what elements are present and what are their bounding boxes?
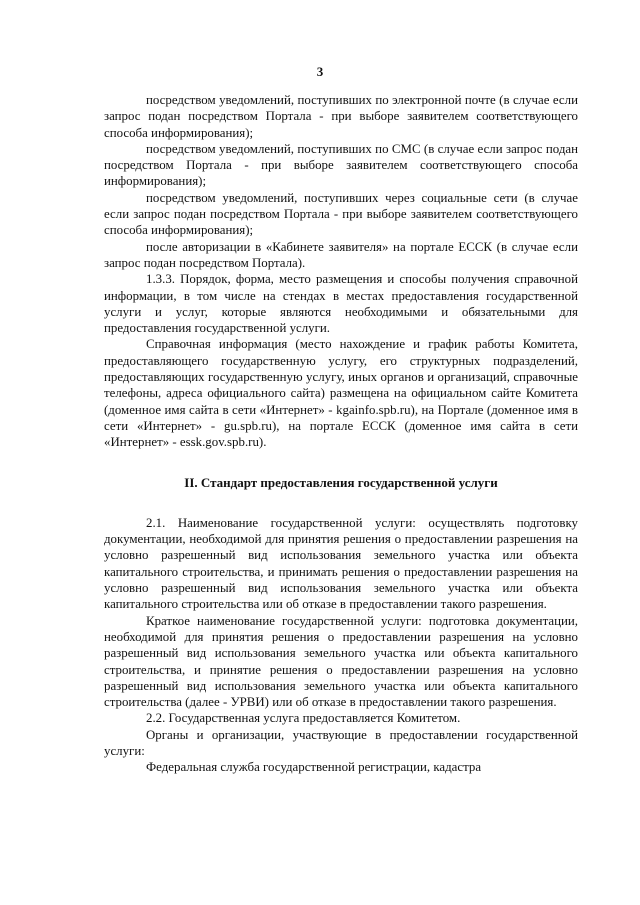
paragraph-reference-info: Справочная информация (место нахождение и график работы Комитета, предоставляющего государственную услугу, его структурных подразделений, предоставляющих государственную услугу, иных органов и организаций, справочные телефоны, адреса официального сайта) размещена на официальном сайте Комитета (доменное имя сайта в сети «Интернет» - kgainfo.spb.ru), на Портале (доменное имя в сети «Интернет» - gu.spb.ru), на портале ЕССК (доменное имя сайта в сети «Интернет» - essk.gov.spb.ru). (104, 337, 578, 450)
paragraph-notify-email: посредством уведомлений, поступивших по электронной почте (в случае если запрос подан посредством Портала - при выборе заявителем соответствующего способа информирования); (104, 93, 578, 140)
paragraph-1-3-3: 1.3.3. Порядок, форма, место размещения и способы получения справочной информации, в том числе на стендах в местах предоставления государственной услуги и услуг, которые являются необходимыми и обязательными для предоставления государственной услуги. (104, 272, 578, 336)
page-number: 3 (316, 64, 324, 79)
document-body (104, 92, 578, 776)
paragraph-notify-social: посредством уведомлений, поступивших через социальные сети (в случае если запрос подан посредством Портала - при выборе заявителем соответствующего способа информирования); (104, 190, 578, 238)
paragraph-2-2: 2.2. Государственная услуга предоставляется Комитетом. (146, 711, 461, 726)
paragraph-short-name: Краткое наименование государственной услуги: подготовка документации, необходимой для принятия решения о предоставлении разрешения на условно разрешенный вид использования земельного участка или объекта капитального строительства, и принятие решения о предоставлении разрешения на условно разрешенный вид использования земельного участка или объекта капитального строительства (далее - УРВИ) или об отказе в предоставлении такого разрешения. (104, 613, 578, 710)
paragraph-federal-service: Федеральная служба государственной регистрации, кадастра (146, 760, 482, 775)
paragraph-applicant-cabinet: после авторизации в «Кабинете заявителя» на портале ЕССК (в случае если запрос подан посредством Портала). (104, 239, 578, 270)
paragraph-2-1: 2.1. Наименование государственной услуги: осуществлять подготовку документации, необходимой для принятия решения о предоставлении разрешения на условно разрешенный вид использования земельного участка или объекта капитального строительства, и принимать решения о предоставлении разрешения на условно разрешенный вид использования земельного участка или объекта капитального строительства или об отказе в предоставлении такого разрешения. (104, 515, 578, 612)
section-title: II. Стандарт предоставления государственной услуги (184, 474, 498, 490)
paragraph-notify-sms: посредством уведомлений, поступивших по СМС (в случае если запрос подан посредством Портала - при выборе заявителем соответствующего способа информирования); (104, 141, 578, 189)
paragraph-organizations: Органы и организации, участвующие в предоставлении государственной услуги: (104, 727, 578, 758)
